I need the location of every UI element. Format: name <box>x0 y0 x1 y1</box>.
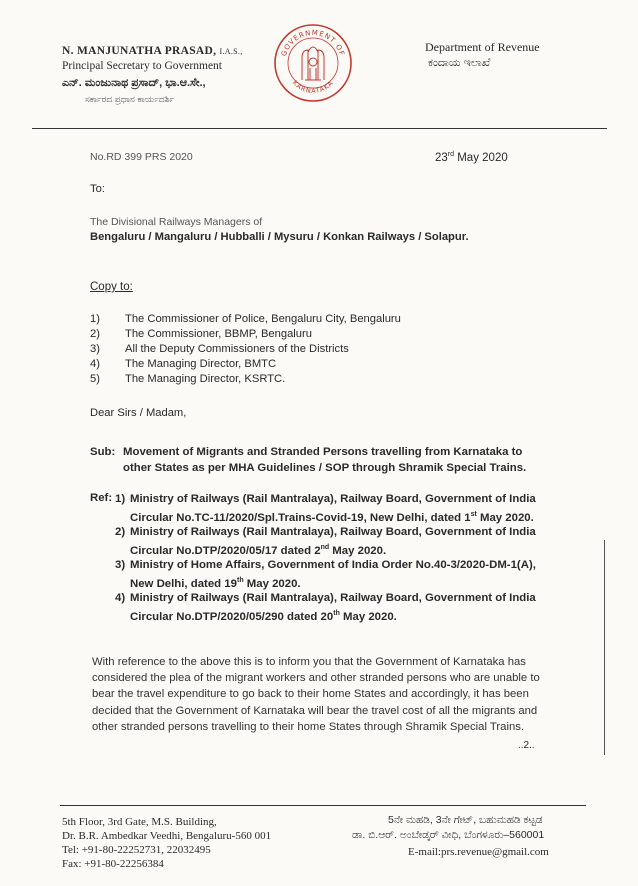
subject-label: Sub: <box>90 446 116 458</box>
footer-email: E-mail:prs.revenue@gmail.com <box>408 846 549 858</box>
copy-to-num: 2) <box>90 328 100 340</box>
svg-text:KARNATAKA <box>291 79 335 95</box>
copy-to-num: 3) <box>90 343 100 355</box>
officer-title: Principal Secretary to Government <box>62 60 222 72</box>
copy-to-item: All the Deputy Commissioners of the Districts <box>125 343 349 355</box>
copy-to-item: The Managing Director, KSRTC. <box>125 373 286 385</box>
seal-bottom-text: KARNATAKA <box>290 78 336 96</box>
footer-address-kannada-1: 5ನೇ ಮಹಡಿ, 3ನೇ ಗೇಟ್, ಬಹುಮಹಡಿ ಕಟ್ಟಡ <box>388 814 543 826</box>
addressee-line-2: Bengaluru / Mangaluru / Hubballi / Mysuru / Konkan Railways / Solapur. <box>90 231 469 243</box>
officer-name-kannada: ಎನ್. ಮಂಜುನಾಥ ಪ್ರಸಾದ್, ಭಾ.ಆ.ಸೇ., <box>62 77 206 89</box>
copy-to-label: Copy to: <box>90 281 133 293</box>
copy-to-item: The Commissioner of Police, Bengaluru City, Bengaluru <box>125 313 401 325</box>
copy-to-num: 5) <box>90 373 100 385</box>
addressee-line-1: The Divisional Railways Managers of <box>90 216 263 228</box>
header-divider <box>32 128 607 129</box>
department-name-kannada: ಕಂದಾಯ ಇಲಾಖೆ <box>428 57 491 69</box>
seal-top-text: GOVERNMENT OF <box>279 28 347 58</box>
footer-address-line-1: 5th Floor, 3rd Gate, M.S. Building, <box>62 816 217 828</box>
salutation: Dear Sirs / Madam, <box>90 407 187 419</box>
footer-fax: Fax: +91-80-22256384 <box>62 858 164 870</box>
officer-name: N. MANJUNATHA PRASAD, I.A.S., <box>62 45 243 57</box>
ref-label: Ref: <box>90 492 113 504</box>
department-name: Department of Revenue <box>425 40 540 54</box>
to-label: To: <box>90 183 105 195</box>
footer-divider <box>60 805 586 806</box>
margin-mark <box>604 540 605 755</box>
copy-to-item: The Commissioner, BBMP, Bengaluru <box>125 328 312 340</box>
letter-ref-no: No.RD 399 PRS 2020 <box>90 151 193 163</box>
subject-line-2: other States as per MHA Guidelines / SOP through Shramik Special Trains. <box>123 462 527 474</box>
government-seal <box>272 22 354 104</box>
copy-to-item: The Managing Director, BMTC <box>125 358 277 370</box>
footer-tel: Tel: +91-80-22252731, 22032495 <box>62 844 211 856</box>
letter-date: 23rd May 2020 <box>435 151 508 164</box>
body-paragraph: With reference to the above this is to inform you that the Government of Karnataka has considered the plea of the migrant workers and other stranded persons who are unable to bear the travel expenditure to go back to their home States and accordingly, it has been decided that the Government of Karnataka will bear the travel cost of all the migrants and other stranded persons travelling to their home States through Shramik Special Trains. <box>92 656 540 733</box>
page-continuation: ..2.. <box>518 740 535 751</box>
officer-title-kannada: ಸರ್ಕಾರದ ಪ್ರಧಾನ ಕಾರ್ಯದರ್ಶಿ <box>85 94 175 104</box>
copy-to-num: 4) <box>90 358 100 370</box>
subject-line-1: Movement of Migrants and Stranded Persons travelling from Karnataka to <box>123 446 523 458</box>
footer-address-line-2: Dr. B.R. Ambedkar Veedhi, Bengaluru-560 001 <box>62 830 272 842</box>
copy-to-num: 1) <box>90 313 100 325</box>
footer-address-kannada-2: ಡಾ. ಬಿ.ಆರ್. ಅಂಬೇಡ್ಕರ್ ವೀಧಿ, ಬೆಂಗಳೂರು–560001 <box>352 829 545 841</box>
